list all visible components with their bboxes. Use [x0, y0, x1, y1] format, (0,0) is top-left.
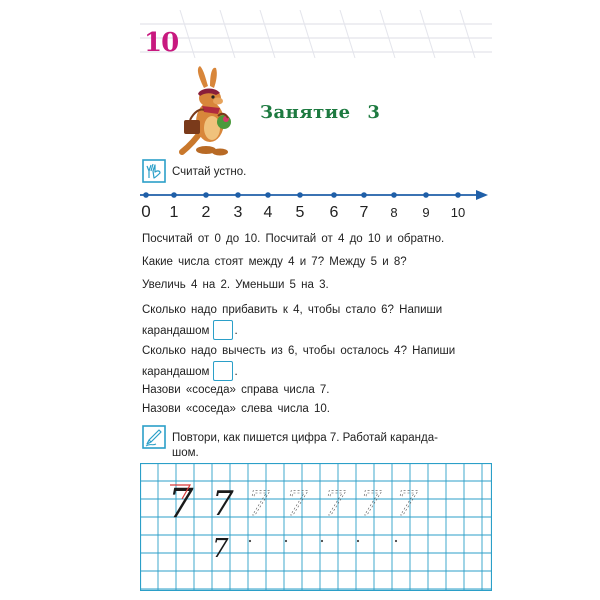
start-dot	[321, 540, 323, 542]
start-dot	[249, 540, 251, 542]
number-line-label: 2	[201, 204, 211, 220]
number-line-label: 1	[169, 204, 179, 220]
pencil-writing-icon	[142, 425, 166, 449]
section2-line1: Повтори, как пишется цифра 7. Работай каранда-	[172, 432, 438, 444]
start-dot	[395, 540, 397, 542]
task-neighbor-left: Назови «соседа» слева числа 10.	[142, 403, 330, 415]
number-line-label: 4	[263, 204, 273, 220]
number-line-tick	[331, 192, 337, 198]
number-line-label: 6	[329, 204, 339, 220]
start-dot	[357, 540, 359, 542]
number-line-label: 0	[141, 202, 151, 220]
number-line-label: 10	[450, 205, 466, 220]
kangaroo-mascot-icon	[176, 66, 238, 158]
number-line-label: 3	[233, 204, 243, 220]
task-add-word: карандашом	[142, 325, 210, 337]
task-add-line2	[142, 320, 238, 341]
practice-digit: 7	[212, 534, 229, 564]
number-line-tick	[235, 192, 241, 198]
task-sub-line2	[142, 361, 238, 382]
start-dot	[285, 540, 287, 542]
number-line-tick	[265, 192, 271, 198]
trace-digit: 7	[248, 484, 270, 524]
trace-digit: 7	[360, 484, 382, 524]
sample-digit: 7	[168, 481, 194, 527]
lesson-title: Занятие 3	[260, 102, 381, 123]
number-line-tick	[361, 192, 367, 198]
number-line-tick	[297, 192, 303, 198]
task-neighbor-right: Назови «соседа» справа числа 7.	[142, 384, 330, 396]
answer-box-sub[interactable]	[213, 361, 233, 381]
number-line-tick	[171, 192, 177, 198]
number-line-label: 9	[422, 205, 430, 220]
task-sub-word: карандашом	[142, 366, 210, 378]
trace-digit: 7	[286, 484, 308, 524]
task-between: Какие числа стоят между 4 и 7? Между 5 и 8?	[142, 256, 407, 268]
trace-digit: 7	[324, 484, 346, 524]
number-line-tick	[455, 192, 461, 198]
task-counting: Посчитай от 0 до 10. Посчитай от 4 до 10 и обратно.	[142, 233, 445, 245]
number-line-tick	[203, 192, 209, 198]
task-increase-decrease: Увеличь 4 на 2. Уменьши 5 на 3.	[142, 279, 329, 291]
answer-box-add[interactable]	[213, 320, 233, 340]
number-line-label: 7	[359, 204, 369, 220]
section2-line2: шом.	[172, 447, 199, 459]
task-sub-line1: Сколько надо вычесть из 6, чтобы осталось 4? Напиши	[142, 345, 456, 357]
trace-digit: 7	[212, 484, 234, 524]
page-number: 10	[144, 28, 179, 58]
number-line-tick	[143, 192, 149, 198]
section2-instruction	[172, 431, 438, 461]
task-add-end: .	[234, 325, 238, 337]
hand-counting-icon	[142, 159, 166, 183]
number-line-tick	[423, 192, 429, 198]
number-line	[136, 186, 490, 220]
header-ruling	[140, 10, 492, 58]
task-sub-end: .	[234, 366, 238, 378]
number-line-label: 8	[390, 205, 398, 220]
number-line-label: 5	[295, 204, 305, 220]
copybook-grid	[140, 463, 492, 591]
trace-digit: 7	[396, 484, 418, 524]
number-line-tick	[391, 192, 397, 198]
section1-instruction: Считай устно.	[172, 166, 247, 178]
task-add-line1: Сколько надо прибавить к 4, чтобы стало 6? Напиши	[142, 304, 443, 316]
